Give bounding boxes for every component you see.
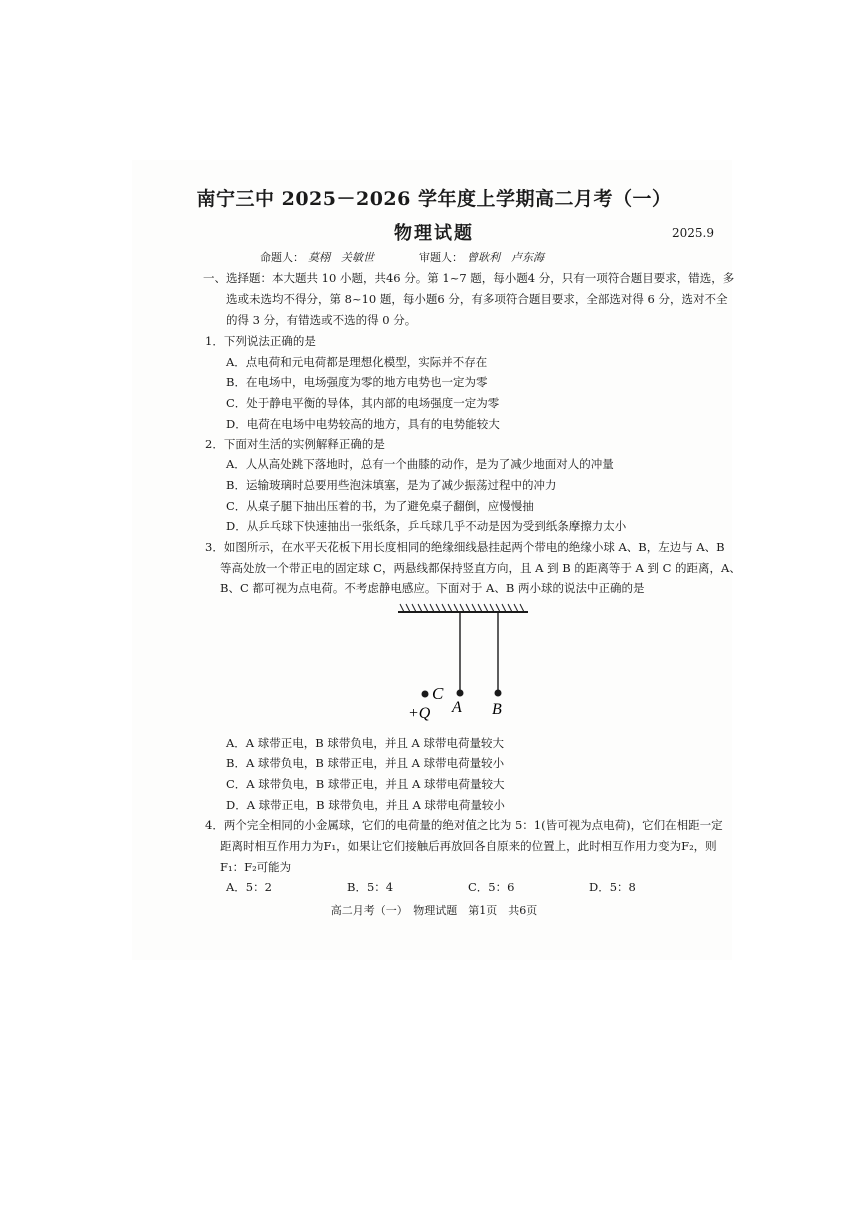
exam-date: 2025.9 (672, 226, 714, 240)
label-c: C (432, 684, 444, 703)
question-1-option-c: C．处于静电平衡的导体，其内部的电场强度一定为零 (226, 396, 500, 410)
question-3-option-a: A．A 球带正电，B 球带负电，并且 A 球带电荷量较大 (226, 736, 504, 750)
question-3-option-b: B．A 球带负电，B 球带正电，并且 A 球带电荷量较小 (226, 756, 505, 770)
question-4-stem-line: 4．两个完全相同的小金属球，它们的电荷量的绝对值之比为 5：1(皆可视为点电荷)，它们在相距一定 (205, 818, 723, 832)
section-instructions-line: 一、选择题：本大题共 10 小题，共46 分。第 1~7 题，每小题4 分，只有一项符合题目要求，错选，多 (203, 271, 735, 285)
label-q: +Q (408, 705, 431, 722)
question-1-option-b: B．在电场中，电场强度为零的地方电势也一定为零 (226, 375, 488, 389)
question-4-option-a: A．5：2 (226, 880, 272, 894)
question-3-option-d: D．A 球带正电，B 球带负电，并且 A 球带电荷量较小 (226, 798, 505, 812)
question-4-option-c: C．5：6 (468, 880, 515, 894)
question-3-stem-line: 等高处放一个带正电的固定球 C，两悬线都保持竖直方向，且 A 到 B 的距离等于 A 到 C 的距离，A、 (220, 561, 741, 575)
question-1-stem: 1．下列说法正确的是 (205, 334, 316, 348)
question-2-option-d: D．从乒乓球下快速抽出一张纸条，乒乓球几乎不动是因为受到纸条摩擦力太小 (226, 519, 627, 533)
ball-c (422, 691, 429, 698)
exam-subtitle: 物理试题 (394, 223, 474, 244)
setters-label: 命题人： (260, 251, 304, 264)
setters: 莫栩 关敏世 (308, 251, 374, 264)
question-4-stem-line: F₁：F₂可能为 (220, 860, 292, 874)
ball-b (495, 690, 502, 697)
section-instructions-line: 的得 3 分，有错选或不选的得 0 分。 (226, 313, 417, 327)
label-b: B (492, 701, 502, 718)
ball-a (457, 690, 464, 697)
question-2-option-a: A．人从高处跳下落地时，总有一个曲膝的动作，是为了减少地面对人的冲量 (226, 457, 614, 471)
question-2-option-c: C．从桌子腿下抽出压着的书，为了避免桌子翻倒，应慢慢抽 (226, 499, 534, 513)
question-2-option-b: B．运输玻璃时总要用些泡沫填塞，是为了减少振荡过程中的冲力 (226, 478, 557, 492)
exam-title: 南宁三中 2025－2026 学年度上学期高二月考（一） (196, 188, 672, 210)
question-3-option-c: C．A 球带负电，B 球带正电，并且 A 球带电荷量较大 (226, 777, 505, 791)
label-a: A (452, 699, 462, 716)
pendulum-diagram (390, 600, 540, 725)
section-instructions-line: 选或未选均不得分，第 8~10 题，每小题6 分，有多项符合题目要求，全部选对得 6 分，选对不全 (226, 292, 728, 306)
question-4-option-d: D．5：8 (589, 880, 636, 894)
page-footer: 高二月考（一） 物理试题 第1页 共6页 (330, 904, 538, 917)
reviewers-label: 审题人： (419, 251, 463, 264)
question-4-stem-line: 距离时相互作用力为F₁，如果让它们接触后再放回各自原来的位置上，此时相互作用力变为F₂，则 (220, 839, 717, 853)
question-4-option-b: B．5：4 (347, 880, 394, 894)
reviewers: 曾耿利 卢东海 (467, 251, 544, 264)
question-3-stem-line: B、C 都可视为点电荷。不考虑静电感应。下面对于 A、B 两小球的说法中正确的是 (220, 581, 645, 595)
ceiling-hatch (400, 604, 524, 612)
question-1-option-d: D．电荷在电场中电势较高的地方，具有的电势能较大 (226, 417, 500, 431)
authors-line (260, 249, 548, 265)
question-2-stem: 2．下面对生活的实例解释正确的是 (205, 437, 385, 451)
question-1-option-a: A．点电荷和元电荷都是理想化模型，实际并不存在 (226, 355, 488, 369)
question-3-stem-line: 3．如图所示，在水平天花板下用长度相同的绝缘细线悬挂起两个带电的绝缘小球 A、B，左边与 A、B (205, 540, 725, 554)
